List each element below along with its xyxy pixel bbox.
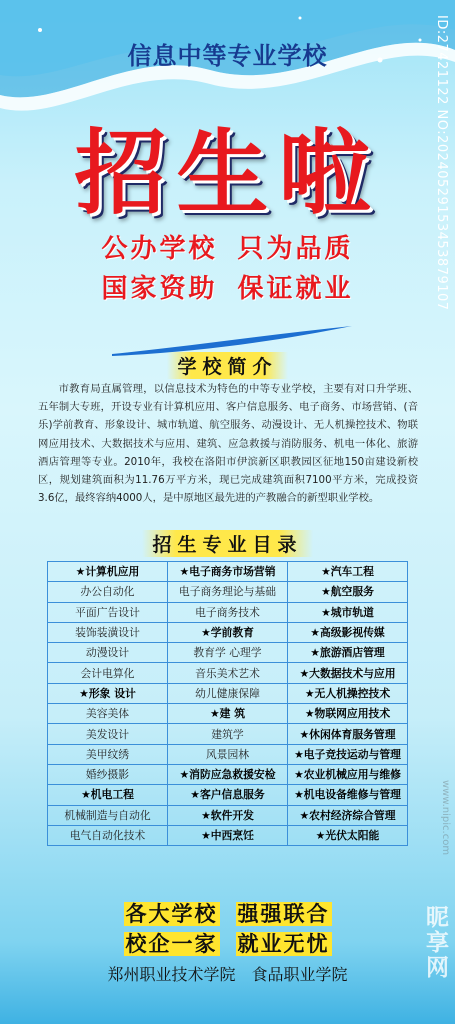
major-cell: 机械制造与自动化 xyxy=(48,805,168,825)
major-cell: ★电子竞技运动与管理 xyxy=(288,744,408,764)
major-cell: ★客户信息服务 xyxy=(168,785,288,805)
table-row xyxy=(48,562,408,582)
major-cell: 动漫设计 xyxy=(48,643,168,663)
partner-schools xyxy=(0,962,455,985)
table-row xyxy=(48,582,408,602)
table-row xyxy=(48,683,408,703)
headline: 招生啦 xyxy=(74,119,381,227)
majors-title-text: 招生专业目录 xyxy=(142,530,312,557)
major-cell: ★中西烹饪 xyxy=(168,825,288,845)
majors-section-title xyxy=(0,530,455,557)
major-cell: ★休闲体育服务管理 xyxy=(288,724,408,744)
bottom-slogan-line-2 xyxy=(0,928,455,958)
partner-school: 郑州职业技术学院 xyxy=(107,965,236,984)
intro-paragraph: 市教育局直属管理，以信息技术为特色的中等专业学校，主要有对口升学班、五年制大专班，开设专业有计算机应用、客户信息服务、电子商务、市场营销、(音乐)学前教育、形象设计、城市轨道、航空服务、动漫设计、无人机操控技术、物联网应用技术、大数据技术与应用、建筑、应急救援与消防服务、机电一体化、旅游酒店管理等专业。2010年，我校在洛阳市伊滨新区职教园区征地150亩建设新校区，规划建筑面积为11.76万平方米，现已完成建筑面积7100平方米，完成投资3.6亿，最终容纳4000人，是中原地区最先进的产教融合的新型职业学校。 xyxy=(38,383,418,505)
major-cell: ★城市轨道 xyxy=(288,602,408,622)
watermark-logo: 昵享网 xyxy=(422,905,448,980)
major-cell: ★计算机应用 xyxy=(48,562,168,582)
bottom-slogan-text: 强强联合 xyxy=(237,902,330,926)
school-name: 信息中等专业学校 xyxy=(127,42,328,70)
slogan-text: 只为品质 xyxy=(237,234,354,264)
major-cell: ★电子商务市场营销 xyxy=(168,562,288,582)
major-cell: ★机电工程 xyxy=(48,785,168,805)
major-cell: 美发设计 xyxy=(48,724,168,744)
major-cell: ★无人机操控技术 xyxy=(288,683,408,703)
major-cell: 办公自动化 xyxy=(48,582,168,602)
table-row xyxy=(48,825,408,845)
major-cell: ★旅游酒店管理 xyxy=(288,643,408,663)
image-id-label: ID:27421122 NO:20240529153453879107 xyxy=(434,15,449,311)
intro-title-text: 学校简介 xyxy=(167,352,287,379)
bottom-slogan-line-1 xyxy=(0,898,455,928)
table-row xyxy=(48,622,408,642)
bottom-slogan-text: 各大学校 xyxy=(125,902,218,926)
major-cell: 婚纱摄影 xyxy=(48,764,168,784)
major-cell: ★汽车工程 xyxy=(288,562,408,582)
major-cell: ★大数据技术与应用 xyxy=(288,663,408,683)
major-cell: 电子商务技术 xyxy=(168,602,288,622)
slogan-text: 保证就业 xyxy=(237,274,354,304)
major-cell: 教育学 心理学 xyxy=(168,643,288,663)
majors-table xyxy=(47,561,408,846)
slogan-text: 公办学校 xyxy=(101,234,218,264)
slogan-line-1 xyxy=(0,228,455,265)
major-cell: ★高级影视传媒 xyxy=(288,622,408,642)
intro-section-title xyxy=(0,352,455,379)
table-row xyxy=(48,805,408,825)
major-cell: 幼儿健康保障 xyxy=(168,683,288,703)
major-cell: ★消防应急救援安检 xyxy=(168,764,288,784)
major-cell: ★光伏太阳能 xyxy=(288,825,408,845)
major-cell: 美甲纹绣 xyxy=(48,744,168,764)
major-cell: ★学前教育 xyxy=(168,622,288,642)
major-cell: 美容美体 xyxy=(48,704,168,724)
table-row xyxy=(48,724,408,744)
partner-school: 食品职业学院 xyxy=(251,965,348,984)
major-cell: ★农村经济综合管理 xyxy=(288,805,408,825)
table-row xyxy=(48,764,408,784)
major-cell: 会计电算化 xyxy=(48,663,168,683)
table-row xyxy=(48,785,408,805)
table-row xyxy=(48,643,408,663)
major-cell: ★机电设备维修与管理 xyxy=(288,785,408,805)
major-cell: 电子商务理论与基础 xyxy=(168,582,288,602)
major-cell: ★物联网应用技术 xyxy=(288,704,408,724)
watermark-url: www.nipic.com xyxy=(440,780,451,856)
slogan-line-2 xyxy=(0,268,455,305)
major-cell: 建筑学 xyxy=(168,724,288,744)
major-cell: 音乐美术艺术 xyxy=(168,663,288,683)
slogan-text: 国家资助 xyxy=(101,274,218,304)
major-cell: 电气自动化技术 xyxy=(48,825,168,845)
bottom-slogan-text: 校企一家 xyxy=(125,932,218,956)
table-row xyxy=(48,704,408,724)
major-cell: 风景园林 xyxy=(168,744,288,764)
bottom-slogan-text: 就业无忧 xyxy=(237,932,330,956)
major-cell: 装饰装潢设计 xyxy=(48,622,168,642)
table-row xyxy=(48,663,408,683)
major-cell: ★软件开发 xyxy=(168,805,288,825)
major-cell: ★航空服务 xyxy=(288,582,408,602)
major-cell: ★建 筑 xyxy=(168,704,288,724)
major-cell: 平面广告设计 xyxy=(48,602,168,622)
table-row xyxy=(48,744,408,764)
major-cell: ★形象 设计 xyxy=(48,683,168,703)
major-cell: ★农业机械应用与维修 xyxy=(288,764,408,784)
table-row xyxy=(48,602,408,622)
